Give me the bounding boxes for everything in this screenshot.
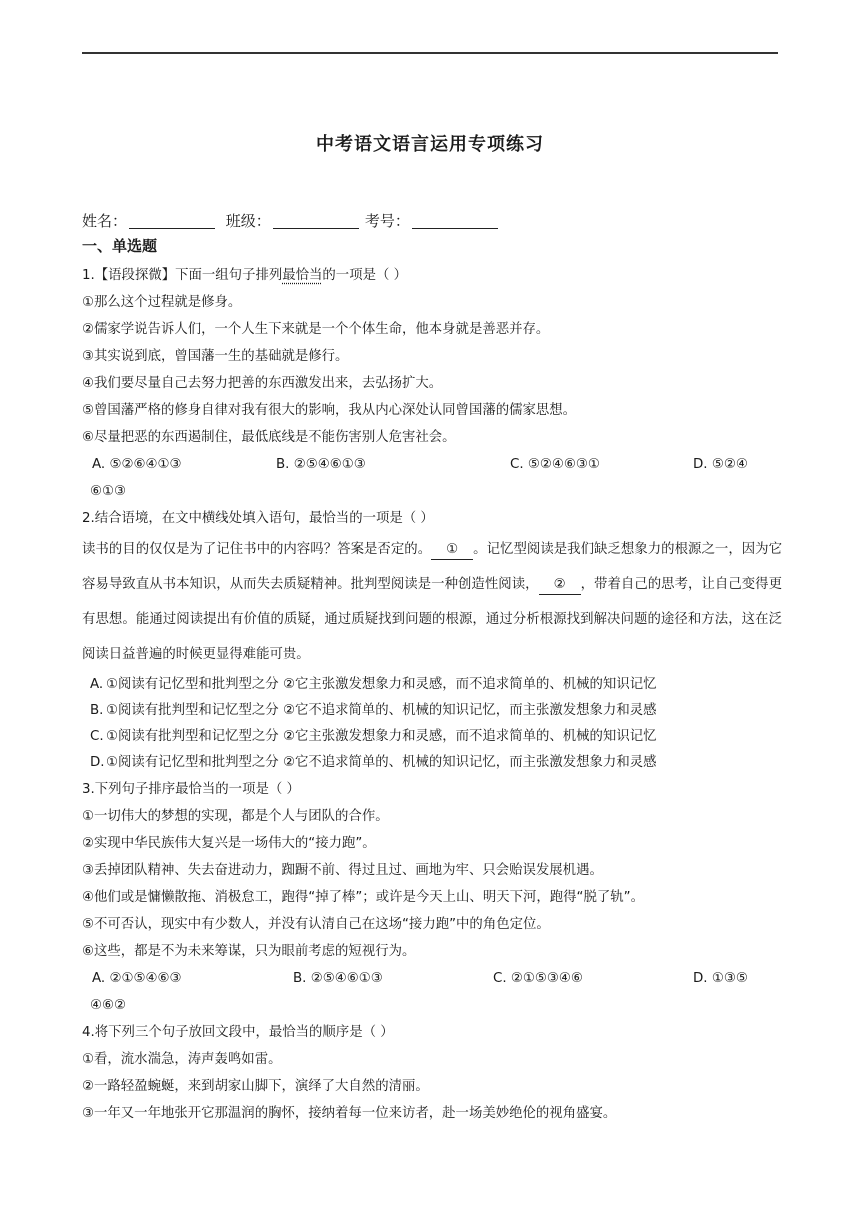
question-1-sentence: ②儒家学说告诉人们，一个人生下来就是一个个体生命，他本身就是善恶并存。 xyxy=(82,322,550,337)
question-3-stem: 3.下列句子排序最恰当的一项是（ ） xyxy=(82,782,300,797)
question-list xyxy=(82,262,782,1127)
question-3-option-d[interactable]: D. ①③⑤ xyxy=(693,971,748,986)
question-2-option-c[interactable] xyxy=(82,724,782,750)
question-3-option-c[interactable]: C. ②①⑤③④⑥ xyxy=(493,971,583,986)
option-letter: B. xyxy=(90,703,104,718)
question-3-sentence: ①一切伟大的梦想的实现，都是个人与团队的合作。 xyxy=(82,809,389,824)
option-letter: D. xyxy=(90,755,105,770)
question-4-sentence: ①看，流水湍急，涛声轰鸣如雷。 xyxy=(82,1052,282,1067)
option-text: ①阅读有记忆型和批判型之分 ②它主张激发想象力和灵感，而不追求简单的、机械的知识记忆 xyxy=(106,677,657,692)
exam-no-label: 考号： xyxy=(364,212,410,230)
question-3-option-a[interactable]: A. ②①⑤④⑥③ xyxy=(92,971,182,986)
question-1-sentence: ①那么这个过程就是修身。 xyxy=(82,295,242,310)
class-label: 班级： xyxy=(225,212,271,230)
question-1-option-d-continued: ⑥①③ xyxy=(90,484,127,499)
question-3-options xyxy=(82,965,782,992)
question-3-option-d-continued: ④⑥② xyxy=(90,998,127,1013)
question-3-sentence: ⑥这些，都是不为未来筹谋，只为眼前考虑的短视行为。 xyxy=(82,944,416,959)
question-1-option-d[interactable]: D. ⑤②④ xyxy=(693,457,748,472)
question-1-sentence: ③其实说到底，曾国藩一生的基础就是修行。 xyxy=(82,349,349,364)
passage-text: 。记忆型阅读是我们缺乏想象力的根源之一，因为它容易导致直从书本知识，从而失去质疑精神。批判型阅读是一种创造性阅读， xyxy=(82,542,782,592)
exam-no-blank[interactable] xyxy=(412,212,498,229)
name-label: 姓名： xyxy=(82,212,128,230)
student-info xyxy=(82,210,504,231)
option-letter: A. xyxy=(90,677,104,692)
question-1-stem-prefix: 1.【语段探微】下面一组句子排列 xyxy=(82,268,283,283)
option-letter: C. xyxy=(90,729,104,744)
question-1-stem xyxy=(82,262,782,289)
question-1-sentence: ⑥尽量把恶的东西遏制住，最低底线是不能伤害别人危害社会。 xyxy=(82,430,456,445)
passage-text: 读书的目的仅仅是为了记住书中的内容吗？答案是否定的。 xyxy=(82,542,432,557)
question-2-option-b[interactable] xyxy=(82,698,782,724)
option-text: ①阅读有批判型和记忆型之分 ②它不追求简单的、机械的知识记忆，而主张激发想象力和灵感 xyxy=(106,703,657,718)
question-1-option-c[interactable]: C. ⑤②④⑥③① xyxy=(510,457,600,472)
blank-1[interactable]: ① xyxy=(431,541,473,560)
section-title: 一、单选题 xyxy=(82,237,158,255)
question-3-option-b[interactable]: B. ②⑤④⑥①③ xyxy=(293,971,383,986)
question-3-sentence: ②实现中华民族伟大复兴是一场伟大的“接力跑”。 xyxy=(82,836,376,851)
question-1-sentence: ⑤曾国藩严格的修身自律对我有很大的影响，我从内心深处认同曾国藩的儒家思想。 xyxy=(82,403,577,418)
question-1-options xyxy=(82,451,782,478)
blank-2[interactable]: ② xyxy=(539,576,581,595)
question-3-sentence: ③丢掉团队精神、失去奋进动力，踟蹰不前、得过且过、画地为牢、只会贻误发展机遇。 xyxy=(82,863,603,878)
question-1-option-b[interactable]: B. ②⑤④⑥①③ xyxy=(276,457,366,472)
question-3-sentence: ⑤不可否认，现实中有少数人，并没有认清自己在这场“接力跑”中的角色定位。 xyxy=(82,917,550,932)
question-2-passage xyxy=(82,532,782,672)
question-4-stem: 4.将下列三个句子放回文段中，最恰当的顺序是（ ） xyxy=(82,1025,394,1040)
question-2-stem: 2.结合语境，在文中横线处填入语句，最恰当的一项是（ ） xyxy=(82,511,434,526)
option-text: ①阅读有记忆型和批判型之分 ②它不追求简单的、机械的知识记忆，而主张激发想象力和灵感 xyxy=(106,755,657,770)
name-blank[interactable] xyxy=(129,212,215,229)
question-1-stem-dotted: 最恰当 xyxy=(282,268,323,283)
question-1-sentence: ④我们要尽量自己去努力把善的东西激发出来，去弘扬扩大。 xyxy=(82,376,443,391)
class-blank[interactable] xyxy=(273,212,359,229)
question-3-sentence: ④他们或是慵懒散拖、消极怠工，跑得“掉了棒”；或许是今天上山、明天下河，跑得“脱了轨”。 xyxy=(82,890,644,905)
question-4-sentence: ②一路轻盈蜿蜒，来到胡家山脚下，演绎了大自然的清丽。 xyxy=(82,1079,429,1094)
question-1-stem-suffix: 的一项是（ ） xyxy=(322,268,408,283)
question-2-option-d[interactable] xyxy=(82,750,782,776)
question-4-sentence: ③一年又一年地张开它那温润的胸怀，接纳着每一位来访者，赴一场美妙绝伦的视角盛宴。 xyxy=(82,1106,617,1121)
question-2-option-a[interactable] xyxy=(82,672,782,698)
page-title: 中考语文语言运用专项练习 xyxy=(316,134,544,155)
option-text: ①阅读有批判型和记忆型之分 ②它主张激发想象力和灵感，而不追求简单的、机械的知识记忆 xyxy=(106,729,657,744)
header-rule xyxy=(82,52,778,54)
passage-text: ，带着自己的思考，让自己变得更有思想。能通过阅读提出有价值的质疑，通过质疑找到问题的根源，通过分析根源找到解决问题的途径和方法，这在泛阅读日益普遍的时候更显得难能可贵。 xyxy=(82,577,783,662)
question-1-option-a[interactable]: A. ⑤②⑥④①③ xyxy=(92,457,182,472)
